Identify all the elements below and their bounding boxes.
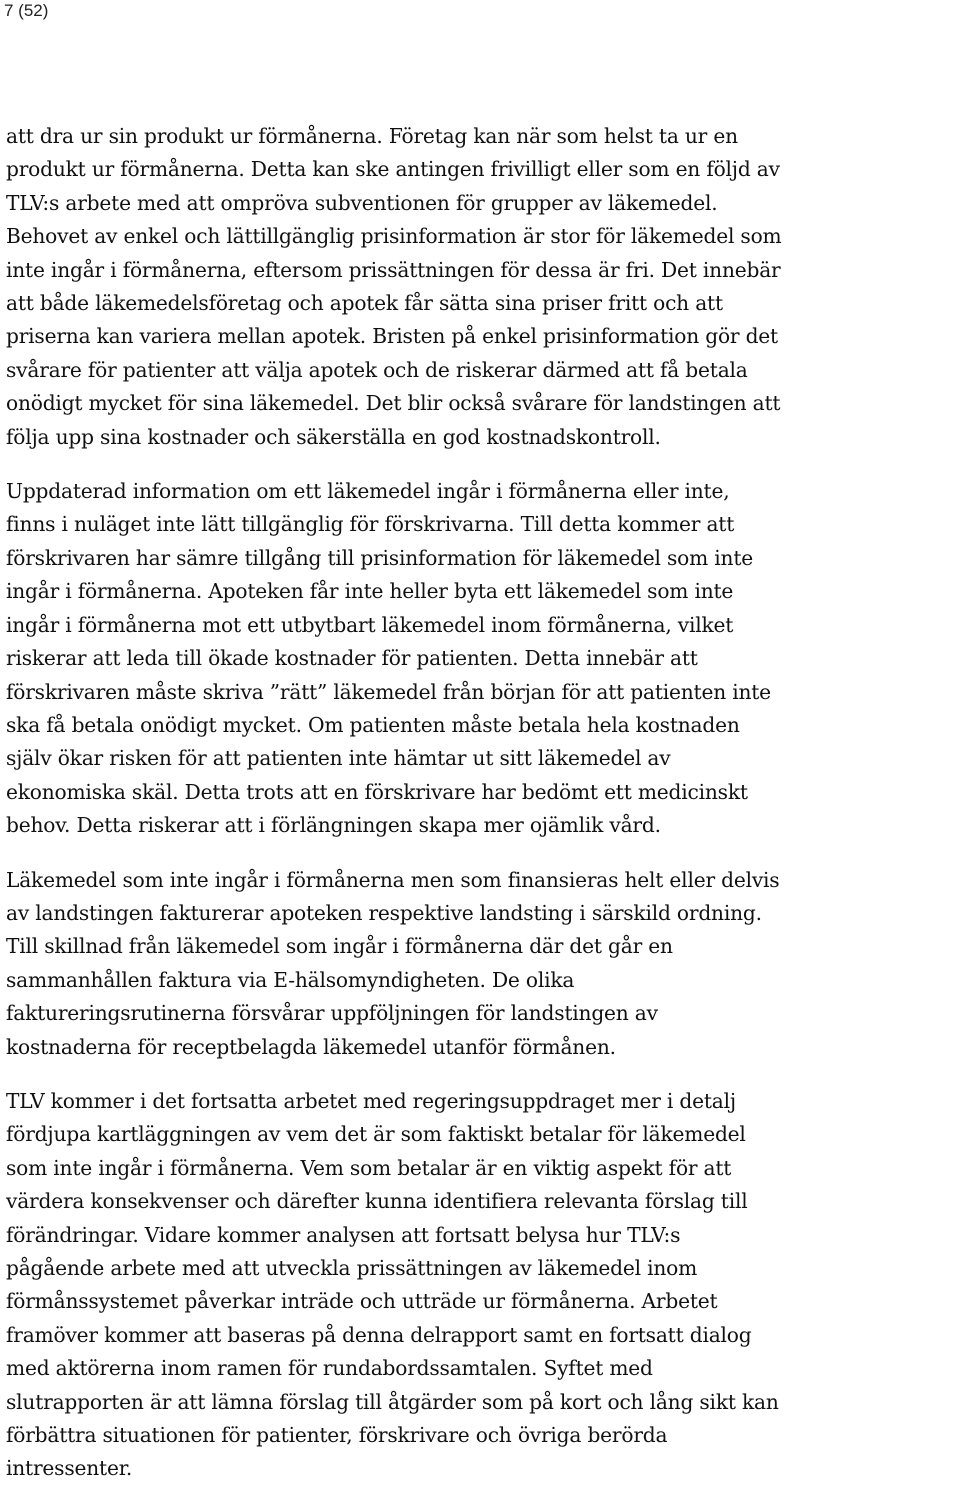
text-line: intressenter. — [6, 1456, 133, 1481]
text-line: produkt ur förmånerna. Detta kan ske antingen frivilligt eller som en följd av — [6, 157, 780, 182]
paragraph-5 — [6, 1085, 960, 1486]
text-line: ingår i förmånerna mot ett utbytbart läkemedel inom förmånerna, vilket — [6, 612, 734, 637]
text-line: slutrapporten är att lämna förslag till åtgärder som på kort och lång sikt kan — [6, 1389, 779, 1414]
text-line: själv ökar risken för att patienten inte hämtar ut sitt läkemedel av — [6, 746, 671, 771]
page-number: 7 (52) — [4, 1, 49, 20]
text-line: inte ingår i förmånerna, eftersom prissättningen för dessa är fri. Det innebär — [6, 257, 781, 282]
text-line: kostnaderna för receptbelagda läkemedel utanför förmånen. — [6, 1034, 616, 1059]
text-line: fördjupa kartläggningen av vem det är som faktiskt betalar för läkemedel — [6, 1122, 746, 1147]
text-line: onödigt mycket för sina läkemedel. Det blir också svårare för landstingen att — [6, 391, 781, 416]
text-line: av landstingen fakturerar apoteken respektive landsting i särskild ordning. — [6, 900, 762, 925]
text-line: TLV:s arbete med att ompröva subventionen för grupper av läkemedel. — [6, 190, 718, 215]
paragraph-2 — [6, 220, 960, 454]
text-line: värdera konsekvenser och därefter kunna identifiera relevanta förslag till — [6, 1189, 748, 1214]
text-line: framöver kommer att baseras på denna delrapport samt en fortsatt dialog — [6, 1322, 752, 1347]
text-line: förmånssystemet påverkar inträde och utträde ur förmånerna. Arbetet — [6, 1289, 718, 1314]
text-line: behov. Detta riskerar att i förlängningen skapa mer ojämlik vård. — [6, 813, 661, 838]
text-line: som inte ingår i förmånerna. Vem som betalar är en viktig aspekt för att — [6, 1155, 732, 1180]
text-line: priserna kan variera mellan apotek. Bristen på enkel prisinformation gör det — [6, 324, 778, 349]
paragraph-1 — [6, 120, 960, 220]
document-body — [6, 120, 960, 1486]
paragraph-3 — [6, 475, 960, 842]
text-line: följa upp sina kostnader och säkerställa en god kostnadskontroll. — [6, 424, 661, 449]
text-line: TLV kommer i det fortsatta arbetet med regeringsuppdraget mer i detalj — [6, 1088, 736, 1113]
text-line: svårare för patienter att välja apotek och de riskerar därmed att få betala — [6, 357, 748, 382]
text-line: riskerar att leda till ökade kostnader för patienten. Detta innebär att — [6, 646, 698, 671]
text-line: förbättra situationen för patienter, förskrivare och övriga berörda — [6, 1423, 668, 1448]
text-line: förändringar. Vidare kommer analysen att fortsatt belysa hur TLV:s — [6, 1222, 681, 1247]
text-line: ska få betala onödigt mycket. Om patienten måste betala hela kostnaden — [6, 712, 740, 737]
text-line: att dra ur sin produkt ur förmånerna. Företag kan när som helst ta ur en — [6, 124, 738, 148]
text-line: förskrivaren har sämre tillgång till prisinformation för läkemedel som inte — [6, 545, 753, 570]
text-line: faktureringsrutinerna försvårar uppföljningen för landstingen av — [6, 1001, 658, 1026]
text-line: Behovet av enkel och lättillgänglig prisinformation är stor för läkemedel som — [6, 224, 782, 249]
text-line: pågående arbete med att utveckla prissättningen av läkemedel inom — [6, 1256, 698, 1280]
text-line: förskrivaren måste skriva ”rätt” läkemedel från början för att patienten inte — [6, 679, 771, 704]
text-line: finns i nuläget inte lätt tillgänglig för förskrivarna. Till detta kommer att — [6, 512, 735, 537]
text-line: ekonomiska skäl. Detta trots att en förskrivare har bedömt ett medicinskt — [6, 779, 748, 804]
text-line: Till skillnad från läkemedel som ingår i förmånerna där det går en — [6, 934, 673, 959]
text-line: med aktörerna inom ramen för rundabordssamtalen. Syftet med — [6, 1356, 653, 1381]
text-line: ingår i förmånerna. Apoteken får inte heller byta ett läkemedel som inte — [6, 579, 734, 604]
text-line: att både läkemedelsföretag och apotek får sätta sina priser fritt och att — [6, 291, 723, 316]
text-line: sammanhållen faktura via E-hälsomyndigheten. De olika — [6, 967, 575, 992]
text-line: Uppdaterad information om ett läkemedel ingår i förmånerna eller inte, — [6, 479, 730, 504]
text-line: Läkemedel som inte ingår i förmånerna men som finansieras helt eller delvis — [6, 867, 780, 892]
paragraph-4 — [6, 864, 960, 1064]
